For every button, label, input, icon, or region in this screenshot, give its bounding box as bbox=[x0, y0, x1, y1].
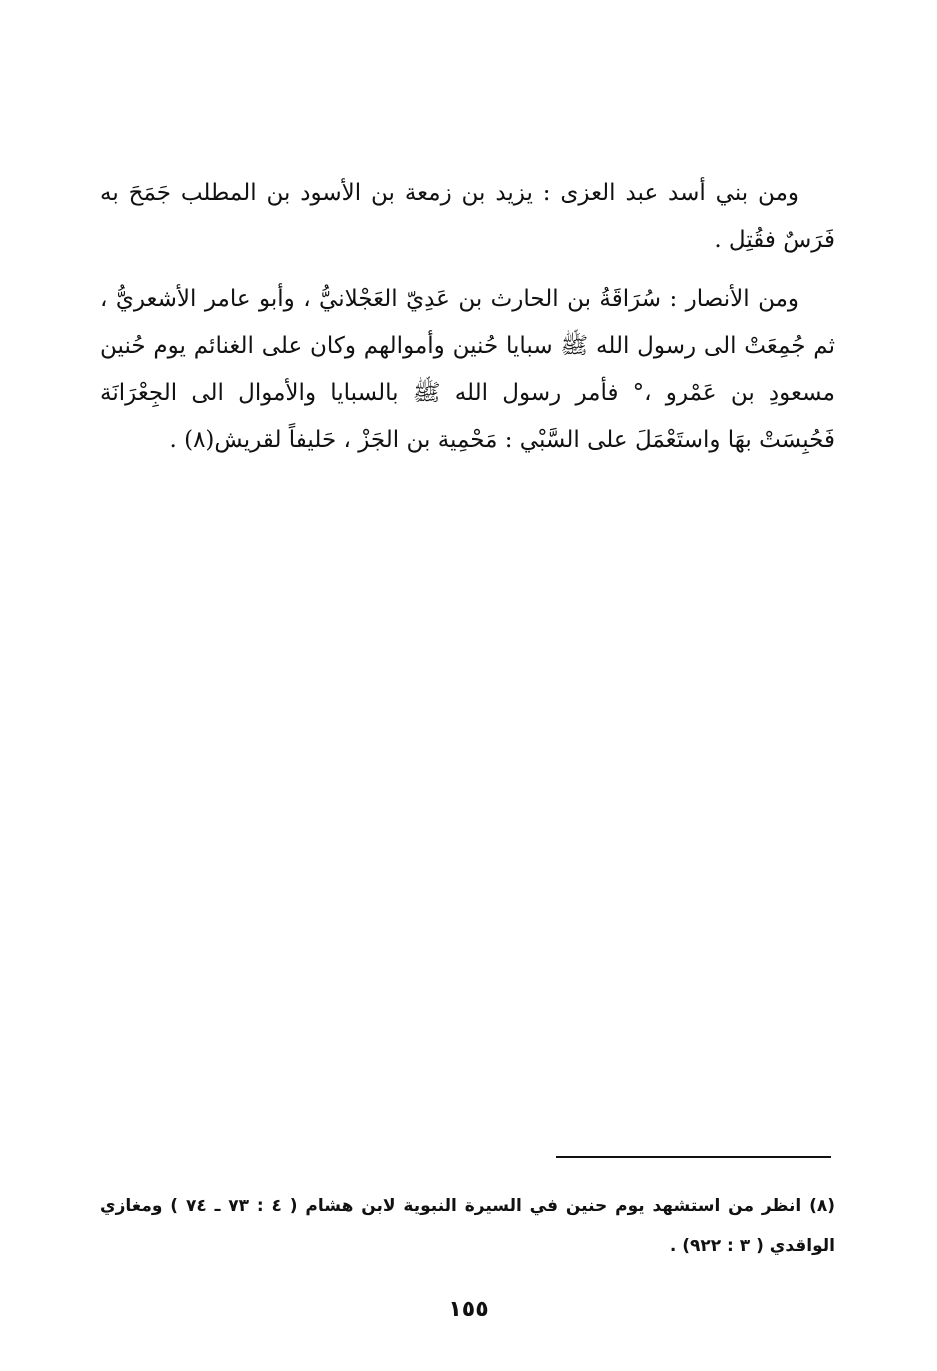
paragraph-bani-asad: ومن بني أسد عبد العزى : يزيد بن زمعة بن الأسود بن المطلب جَمَحَ به فَرَسٌ فقُتِل . bbox=[100, 180, 835, 253]
paragraph-ansar: ومن الأنصار : سُرَاقَةُ بن الحارث بن عَدِيّ العَجْلانيُّ ، وأبو عامر الأشعريُّ ، ثم جُمِعَتْ الى رسول الله ﷺ سبايا حُنين وأموالهم وكان على الغنائم يوم حُنين مسعودِ بن عَمْرو ،° فأمر رسول الله ﷺ بالسبايا والأموال الى الجِعْرَانَة فَحُبِسَتْ بهَا واستَعْمَلَ على السَّبْي : مَحْمِية بن الجَزْ ، حَليفاً لقريش(٨) . bbox=[100, 286, 835, 453]
main-text bbox=[100, 170, 835, 464]
footnote-divider bbox=[556, 1156, 831, 1158]
footnote: (٨) انظر من استشهد يوم حنين في السيرة النبوية لابن هشام ( ٤ : ٧٣ ـ ٧٤ ) ومغازي الواقدي ( ٣ : ٩٢٢) . bbox=[100, 1196, 836, 1256]
page-number: ١٥٥ bbox=[448, 1297, 489, 1322]
